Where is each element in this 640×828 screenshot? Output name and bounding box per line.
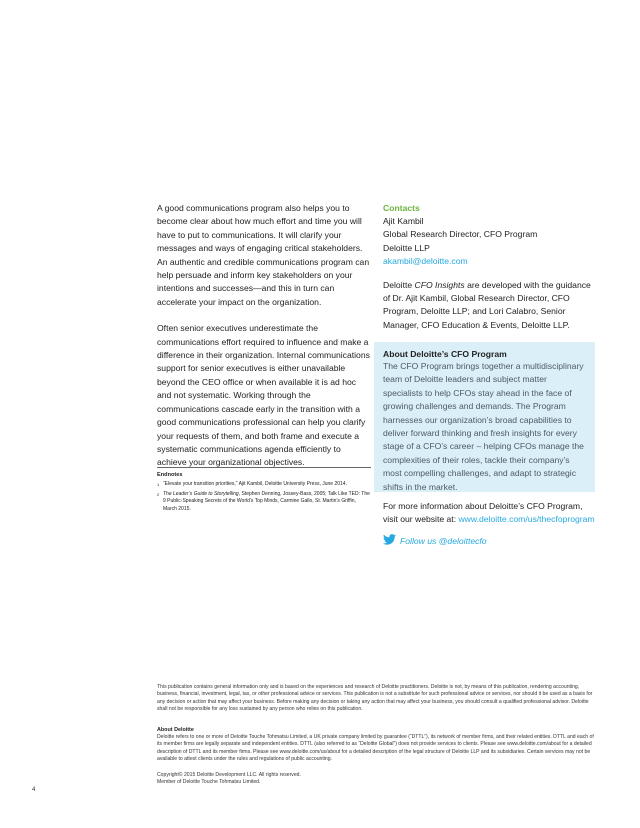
endnote-details: , Stephen Denning, Jossey-Bass, 2005; Talk Like TED: The 9 Public-Speaking Secrets of the World’s Top Minds, Carmine Gallo, St. Martin’s Griffin, March 2015.	[163, 490, 370, 512]
twitter-handle: Follow us @deloittecfo	[400, 536, 487, 546]
copyright-section	[157, 772, 597, 787]
about-cfo-program-box	[374, 342, 595, 492]
more-info-text	[383, 500, 595, 527]
page-number: 4	[32, 787, 36, 793]
main-text-column	[157, 202, 371, 470]
endnote-number: 1	[157, 482, 160, 487]
twitter-bird-icon	[383, 532, 396, 550]
guidance-note	[383, 279, 595, 333]
copyright-line: Copyright© 2015 Deloitte Development LLC. All rights reserved.	[157, 772, 301, 778]
publication-name: CFO Insights	[414, 279, 465, 290]
guidance-prefix: Deloitte	[383, 279, 415, 290]
about-cfo-program-body: The CFO Program brings together a multidisciplinary team of Deloitte leaders and subject matter specialists to help CFOs stay ahead in the face of growing challenges and demands. The Program harnesses our organization’s broad capabilities to deliver forward thinking and fresh insights for every stage of a CFO’s career – helping CFOs manage the complexities of their roles, tackle their company’s most compelling challenges, and adapt to strategic shifts in the market.	[383, 361, 584, 492]
about-deloitte-body: Deloitte refers to one or more of Deloitte Touche Tohmatsu Limited, a UK private company limited by guarantee (“DTTL”), its network of member firms, and their related entities. DTTL and each of its member firms are legally separate and independent entities. DTTL (also referred to as “Deloitte Global”) does not provide services to clients. Please see www.deloitte.com/about for a detailed description of DTTL and its member firms. Please see www.deloitte.com/us/about for a detailed description of the legal structure of Deloitte LLP and its subsidiaries. Certain services may not be available to attest clients under the rules and regulations of public accounting.	[157, 734, 594, 762]
contacts-title: Contacts	[383, 203, 420, 213]
about-deloitte-title: About Deloitte	[157, 727, 194, 733]
endnotes-title: Endnotes	[157, 472, 183, 478]
contact-company: Deloitte LLP	[383, 242, 430, 253]
website-link[interactable]: www.deloitte.com/us/thecfoprogram	[458, 514, 595, 525]
about-cfo-program-title: About Deloitte’s CFO Program	[383, 349, 507, 359]
body-paragraph: Often senior executives underestimate the communications effort required to influence and make a difference in their organization. Internal communications support for senior executives is either unavailable beyond the CEO office or when available it is ad hoc and not systematic. Working through the communications cascade early in the transition with a good communications professional can help you clarify your requests of them, and both frame and execute a systematic communications agenda efficiently to achieve your organizational objectives.	[157, 323, 370, 468]
endnote-item	[157, 491, 371, 514]
endnotes-section	[157, 467, 371, 515]
endnote-text: “Elevate your transition priorities,” Ajit Kambil, Deloitte University Press, June 2014.	[163, 481, 347, 487]
contacts-column	[383, 202, 595, 332]
endnote-item	[157, 481, 371, 489]
about-deloitte-section	[157, 727, 597, 763]
membership-line: Member of Deloitte Touche Tohmatsu Limited.	[157, 779, 261, 786]
more-info-label: For more information about Deloitte’s CFO Program, visit our website at:	[383, 501, 583, 525]
endnote-book-title: The Leader’s Guide to Storytelling	[163, 490, 239, 497]
legal-disclaimer: This publication contains general information only and is based on the experiences and research of Deloitte practitioners. Deloitte is not, by means of this publication, rendering accounting, business, financial, investment, legal, tax, or other professional advice or services. This publication is not a substitute for such professional advice or services, nor should it be used as a basis for any decision or action that may affect your business. Before making any decision or taking any action that may affect your business, you should consult a qualified professional advisor. Deloitte shall not be responsible for any loss sustained by any person who relies on this publication.	[157, 684, 593, 712]
contact-name: Ajit Kambil	[383, 216, 424, 226]
endnote-text	[163, 491, 371, 514]
guidance-suffix: are developed with the guidance of Dr. Ajit Kambil, Global Research Director, CFO Program, Deloitte LLP; and Lori Calabro, Senior Manager, CFO Education & Events, Deloitte LLP.	[383, 279, 591, 330]
contact-role: Global Research Director, CFO Program	[383, 229, 538, 240]
endnote-number: 2	[157, 491, 160, 497]
body-paragraph: A good communications program also helps you to become clear about how much effort and time you will have to put to communications. It will clarify your messages and ways of engaging critical stakeholders. An authentic and credible communications program can help persuade and inform key stakeholders on your intentions and successes—and this in turn can accelerate your impact on the organization.	[157, 203, 370, 307]
twitter-follow[interactable]	[383, 532, 487, 550]
contact-email-link[interactable]: akambil@deloitte.com	[383, 256, 468, 267]
